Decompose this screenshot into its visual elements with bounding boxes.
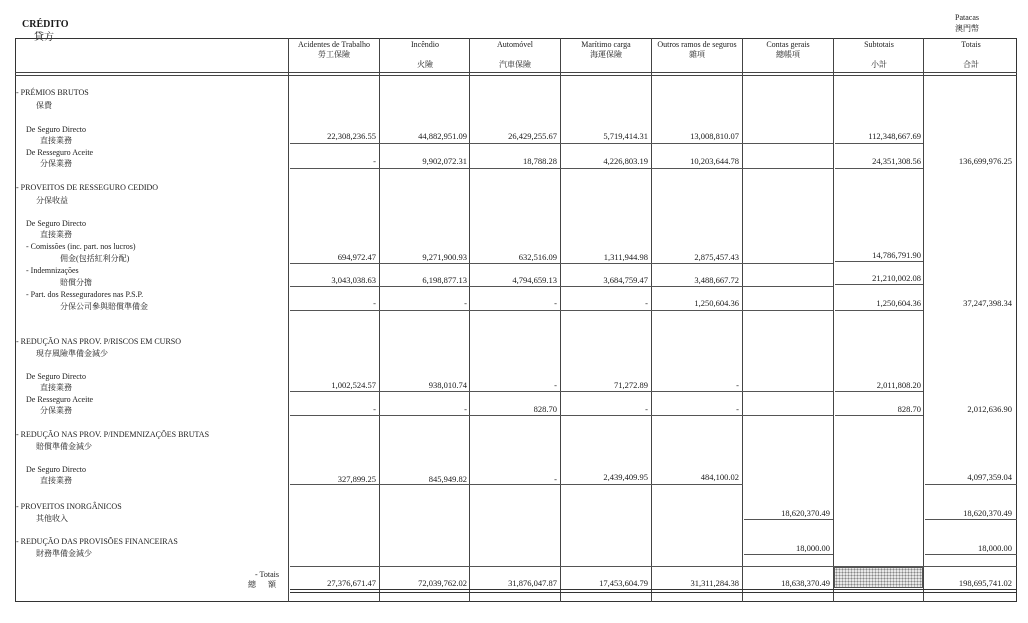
row-label: - Indemnizações — [26, 266, 79, 275]
cell-value: 327,899.25 — [337, 474, 376, 484]
column-divider — [833, 38, 834, 602]
row-label: De Seguro Directo — [26, 372, 86, 381]
subtotal-rule — [290, 168, 833, 169]
cell-value: 3,488,667.72 — [694, 275, 739, 285]
section-heading-zh: 現存風險準備金減少 — [36, 349, 108, 358]
section-heading-zh: 財務準備金減少 — [36, 549, 92, 558]
subtotal-rule — [290, 391, 833, 392]
subtotal-rule — [744, 519, 833, 520]
row-label: De Seguro Directo — [26, 219, 86, 228]
column-header-zh: 海運保險 — [590, 50, 622, 59]
column-header — [562, 40, 650, 60]
cell-value: 9,902,072.31 — [422, 156, 467, 166]
cell-value: 13,008,810.07 — [690, 131, 739, 141]
subtotal-rule — [744, 554, 833, 555]
cell-value: - — [736, 380, 739, 390]
cell-value: 632,516.09 — [518, 252, 557, 262]
row-label: De Resseguro Aceite — [26, 148, 94, 157]
subtotal-rule — [835, 391, 923, 392]
title-zh: 貸方 — [34, 32, 54, 43]
cell-value: - — [373, 298, 376, 308]
section-heading: - PROVEITOS DE RESSEGURO CEDIDO — [16, 183, 159, 192]
column-header-pt: Outros ramos de seguros — [657, 40, 737, 49]
totals-double-rule — [290, 592, 1017, 593]
row-label-zh: 賠償分擔 — [60, 278, 92, 287]
section-heading: - REDUÇÃO NAS PROV. P/RISCOS EM CURSO — [16, 337, 182, 346]
column-header-pt: Marítimo carga — [581, 40, 631, 49]
column-header-zh: 雜項 — [689, 50, 705, 59]
cell-value: 44,882,951.09 — [418, 131, 467, 141]
column-divider — [379, 38, 380, 602]
section-heading-zh: 保費 — [36, 101, 52, 110]
totals-label-zh: 總 額 — [248, 580, 278, 589]
column-header — [744, 40, 832, 60]
cell-value: 1,250,604.36 — [876, 298, 921, 308]
cell-value: - — [736, 404, 739, 414]
cell-value: 10,203,644.78 — [690, 156, 739, 166]
cell-value: 18,000.00 — [796, 543, 830, 553]
total-value: 18,638,370.49 — [781, 578, 830, 588]
row-label-zh: 直接業務 — [40, 136, 72, 145]
total-value: 17,453,604.79 — [599, 578, 648, 588]
cell-value: 1,311,944.98 — [603, 252, 648, 262]
column-header — [290, 40, 378, 60]
subtotal-rule — [925, 484, 1017, 485]
subtotal-rule — [290, 263, 833, 264]
cell-value: 2,012,636.90 — [967, 404, 1012, 414]
cell-value: 4,226,803.19 — [603, 156, 648, 166]
subtotal-rule — [835, 415, 923, 416]
cell-value: - — [464, 404, 467, 414]
column-header-pt: Subtotais — [864, 40, 894, 49]
cell-value: - — [645, 298, 648, 308]
section-heading: - REDUÇÃO DAS PROVISÕES FINANCEIRAS — [16, 537, 178, 546]
cell-value: - — [373, 156, 376, 166]
section-heading: - PROVEITOS INORGÂNICOS — [16, 502, 122, 511]
total-value: 31,876,047.87 — [508, 578, 557, 588]
column-header — [381, 40, 469, 70]
cell-value: 37,247,398.34 — [963, 298, 1012, 308]
cell-value: 14,786,791.90 — [872, 250, 921, 260]
column-header — [835, 40, 923, 70]
cell-value: 694,972.47 — [337, 252, 376, 262]
column-header — [471, 40, 559, 70]
cell-value: - — [645, 404, 648, 414]
currency-pt: Patacas — [955, 13, 979, 22]
column-header-pt: Contas gerais — [766, 40, 810, 49]
row-label: - Comissões (inc. part. nos lucros) — [26, 242, 136, 251]
cell-value: 112,348,667.69 — [868, 131, 921, 141]
cell-value: 845,949.82 — [428, 474, 467, 484]
total-value: 31,311,284.38 — [690, 578, 739, 588]
row-label: De Seguro Directo — [26, 125, 86, 134]
header-divider — [15, 75, 1017, 76]
column-divider — [923, 38, 924, 602]
subtotal-rule — [835, 168, 923, 169]
subtotal-rule — [290, 484, 743, 485]
subtotal-rule — [835, 310, 923, 311]
column-divider — [288, 38, 289, 602]
row-label-zh: 分保業務 — [40, 406, 72, 415]
column-divider — [651, 38, 652, 602]
section-heading-zh: 賠償準備金減少 — [36, 442, 92, 451]
cell-value: 1,250,604.36 — [694, 298, 739, 308]
cell-value: 938,010.74 — [428, 380, 467, 390]
column-divider — [469, 38, 470, 602]
cell-value: 2,439,409.95 — [603, 472, 648, 482]
cell-value: 71,272.89 — [614, 380, 648, 390]
column-header — [653, 40, 741, 60]
cell-value: 21,210,002.08 — [872, 273, 921, 283]
column-header-zh: 汽車保險 — [499, 60, 531, 69]
cell-value: 22,308,236.55 — [327, 131, 376, 141]
subtotal-rule — [290, 143, 833, 144]
row-label-zh: 直接業務 — [40, 383, 72, 392]
cell-value: 3,043,038.63 — [331, 275, 376, 285]
row-label: De Seguro Directo — [26, 465, 86, 474]
total-value: 27,376,671.47 — [327, 578, 376, 588]
column-divider — [560, 38, 561, 602]
cell-value: - — [373, 404, 376, 414]
cell-value: 1,002,524.57 — [331, 380, 376, 390]
column-header-pt: Automóvel — [497, 40, 533, 49]
cell-value: 18,788.28 — [523, 156, 557, 166]
column-header-pt: Incêndio — [411, 40, 439, 49]
cell-value: 18,620,370.49 — [963, 508, 1012, 518]
column-header-zh: 合計 — [963, 60, 979, 69]
section-heading: - REDUÇÃO NAS PROV. P/INDEMNIZAÇÕES BRUTAS — [16, 430, 210, 439]
column-header-pt: Totais — [961, 40, 981, 49]
row-label-zh: 佣金(包括紅利分配) — [60, 254, 130, 263]
subtotal-rule — [835, 284, 923, 285]
column-header-zh: 火險 — [417, 60, 433, 69]
subtotal-rule — [290, 286, 833, 287]
totals-double-rule — [290, 589, 1017, 590]
title-pt: CRÉDITO — [22, 19, 69, 30]
cell-value: - — [554, 380, 557, 390]
cell-value: 9,271,900.93 — [422, 252, 467, 262]
cell-value: 136,699,976.25 — [958, 156, 1012, 166]
column-header — [925, 40, 1017, 70]
cell-value: 4,097,359.04 — [967, 472, 1012, 482]
section-heading: - PRÉMIOS BRUTOS — [16, 88, 89, 97]
cell-value: 2,875,457.43 — [694, 252, 739, 262]
row-label-zh: 直接業務 — [40, 476, 72, 485]
header-divider — [15, 72, 1017, 73]
column-header-pt: Acidentes de Trabalho — [298, 40, 370, 49]
column-header-zh: 總帳項 — [776, 50, 800, 59]
column-header-zh: 小計 — [871, 60, 887, 69]
cell-value: 18,620,370.49 — [781, 508, 830, 518]
cell-value: - — [554, 298, 557, 308]
total-value: 72,039,762.02 — [418, 578, 467, 588]
section-heading-zh: 其他收入 — [36, 514, 68, 523]
cell-value: 828.70 — [533, 404, 557, 414]
subtotal-rule — [290, 415, 833, 416]
cell-value: - — [554, 474, 557, 484]
subtotal-rule — [835, 261, 923, 262]
total-value: 198,695,741.02 — [958, 578, 1012, 588]
currency-label — [955, 12, 979, 34]
cell-value: 26,429,255.67 — [508, 131, 557, 141]
shaded-cell — [834, 567, 923, 588]
cell-value: - — [464, 298, 467, 308]
totals-label: - Totais — [255, 570, 279, 579]
cell-value: 24,351,308.56 — [872, 156, 921, 166]
row-label-zh: 分保業務 — [40, 159, 72, 168]
subtotal-rule — [290, 310, 833, 311]
subtotal-rule — [925, 519, 1017, 520]
section-heading-zh: 分保收益 — [36, 196, 68, 205]
row-label: De Resseguro Aceite — [26, 395, 94, 404]
statement-table — [15, 38, 1017, 602]
column-divider — [742, 38, 743, 602]
cell-value: 484,100.02 — [700, 472, 739, 482]
subtotal-rule — [835, 143, 923, 144]
row-label-zh: 分保公司參與賠償準備金 — [60, 302, 148, 311]
cell-value: 828.70 — [897, 404, 921, 414]
subtotal-rule — [925, 554, 1017, 555]
currency-zh: 澳門幣 — [955, 24, 979, 33]
cell-value: 3,684,759.47 — [603, 275, 648, 285]
cell-value: 5,719,414.31 — [603, 131, 648, 141]
cell-value: 18,000.00 — [978, 543, 1012, 553]
column-header-zh: 勞工保險 — [318, 50, 350, 59]
row-label: - Part. dos Resseguradores nas P.S.P. — [26, 290, 144, 299]
cell-value: 6,198,877.13 — [422, 275, 467, 285]
cell-value: 2,011,808.20 — [876, 380, 921, 390]
cell-value: 4,794,659.13 — [512, 275, 557, 285]
row-label-zh: 直接業務 — [40, 230, 72, 239]
